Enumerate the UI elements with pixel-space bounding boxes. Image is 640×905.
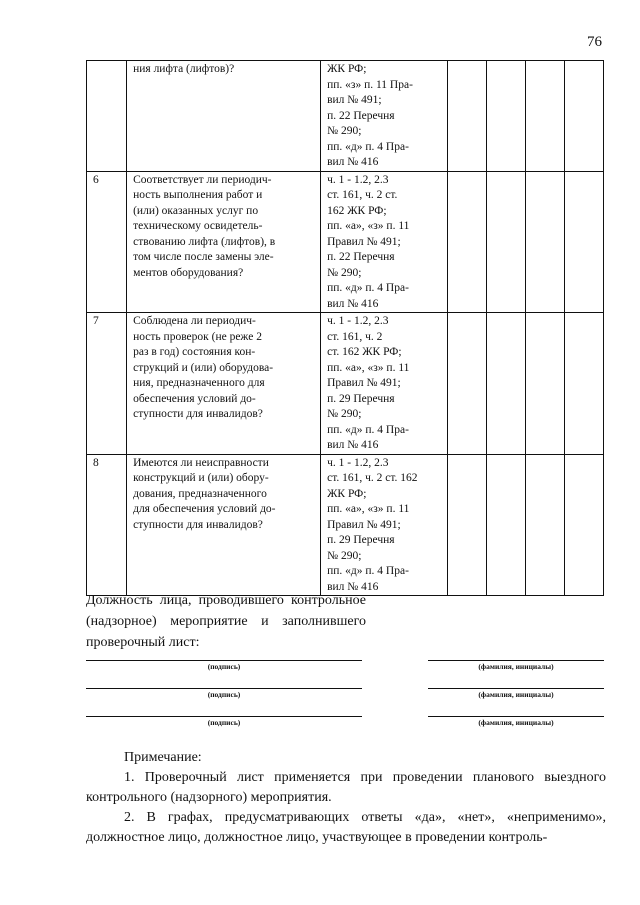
row-question: ния лифта (лифтов)? — [127, 61, 321, 172]
answer-cell-no[interactable] — [486, 313, 525, 455]
row-question: Имеются ли неисправности конструкций и (или) обору- дования, предназначенного для обеспечения условий до- ступности для инвалидов? — [127, 454, 321, 596]
answer-cell-comment[interactable] — [564, 61, 603, 172]
row-reference: ч. 1 - 1.2, 2.3 ст. 161, ч. 2 ст. 162 ЖК РФ; пп. «а», «з» п. 11 Правил № 491; п. 22 Перечня № 290; пп. «д» п. 4 Пра- вил № 416 — [321, 171, 448, 313]
name-caption: (фамилия, инициалы) — [478, 718, 554, 727]
row-number: 8 — [87, 454, 127, 596]
checklist-table — [86, 60, 604, 596]
row-number: 6 — [87, 171, 127, 313]
signature-caption: (подпись) — [207, 718, 241, 727]
answer-cell-no[interactable] — [486, 171, 525, 313]
answer-cell-na[interactable] — [525, 61, 564, 172]
row-number — [87, 61, 127, 172]
answer-cell-comment[interactable] — [564, 171, 603, 313]
answer-cell-no[interactable] — [486, 61, 525, 172]
row-question: Соблюдена ли периодич- ность проверок (не реже 2 раз в год) состояния кон- струкций и (или) оборудова- ния, предназначенного для обеспечения условий до- ступности для инвалидов? — [127, 313, 321, 455]
note-item: 1. Проверочный лист применяется при проведении планового выездного контрольного (надзорного) мероприятия. — [86, 770, 606, 805]
row-reference: ч. 1 - 1.2, 2.3 ст. 161, ч. 2 ст. 162 ЖК РФ; пп. «а», «з» п. 11 Правил № 491; п. 29 Перечня № 290; пп. «д» п. 4 Пра- вил № 416 — [321, 313, 448, 455]
name-line[interactable] — [428, 660, 604, 661]
answer-cell-comment[interactable] — [564, 454, 603, 596]
answer-cell-yes[interactable] — [447, 454, 486, 596]
answer-cell-yes[interactable] — [447, 61, 486, 172]
signer-title: Должность лица, проводившего контрольное (надзорное) мероприятие и заполнившего проверочный лист: — [86, 593, 366, 650]
row-question: Соответствует ли периодич- ность выполнения работ и (или) оказанных услуг по техническому освидетель- ствованию лифта (лифтов), в том числе после замены эле- ментов оборудования? — [127, 171, 321, 313]
answer-cell-no[interactable] — [486, 454, 525, 596]
note-item: 2. В графах, предусматривающих ответы «да», «нет», «неприменимо», должностное лицо, должностное лицо, участвующее в проведении контроль- — [86, 810, 606, 845]
name-caption: (фамилия, инициалы) — [478, 690, 554, 699]
name-line[interactable] — [428, 716, 604, 717]
table-row — [87, 171, 604, 313]
name-caption: (фамилия, инициалы) — [478, 662, 554, 671]
note-heading: Примечание: — [124, 750, 202, 765]
table-row — [87, 61, 604, 172]
page-number: 76 — [587, 34, 602, 50]
signature-caption: (подпись) — [207, 662, 241, 671]
answer-cell-yes[interactable] — [447, 313, 486, 455]
name-line[interactable] — [428, 688, 604, 689]
table-row — [87, 313, 604, 455]
answer-cell-na[interactable] — [525, 454, 564, 596]
table-row — [87, 454, 604, 596]
signature-line[interactable] — [86, 716, 362, 717]
signature-caption: (подпись) — [207, 690, 241, 699]
row-reference: ч. 1 - 1.2, 2.3 ст. 161, ч. 2 ст. 162 ЖК РФ; пп. «а», «з» п. 11 Правил № 491; п. 29 Перечня № 290; пп. «д» п. 4 Пра- вил № 416 — [321, 454, 448, 596]
row-reference: ЖК РФ; пп. «з» п. 11 Пра- вил № 491; п. 22 Перечня № 290; пп. «д» п. 4 Пра- вил № 416 — [321, 61, 448, 172]
note-section — [86, 748, 606, 848]
row-number: 7 — [87, 313, 127, 455]
answer-cell-na[interactable] — [525, 313, 564, 455]
answer-cell-comment[interactable] — [564, 313, 603, 455]
signature-line[interactable] — [86, 688, 362, 689]
signature-line[interactable] — [86, 660, 362, 661]
answer-cell-na[interactable] — [525, 171, 564, 313]
answer-cell-yes[interactable] — [447, 171, 486, 313]
